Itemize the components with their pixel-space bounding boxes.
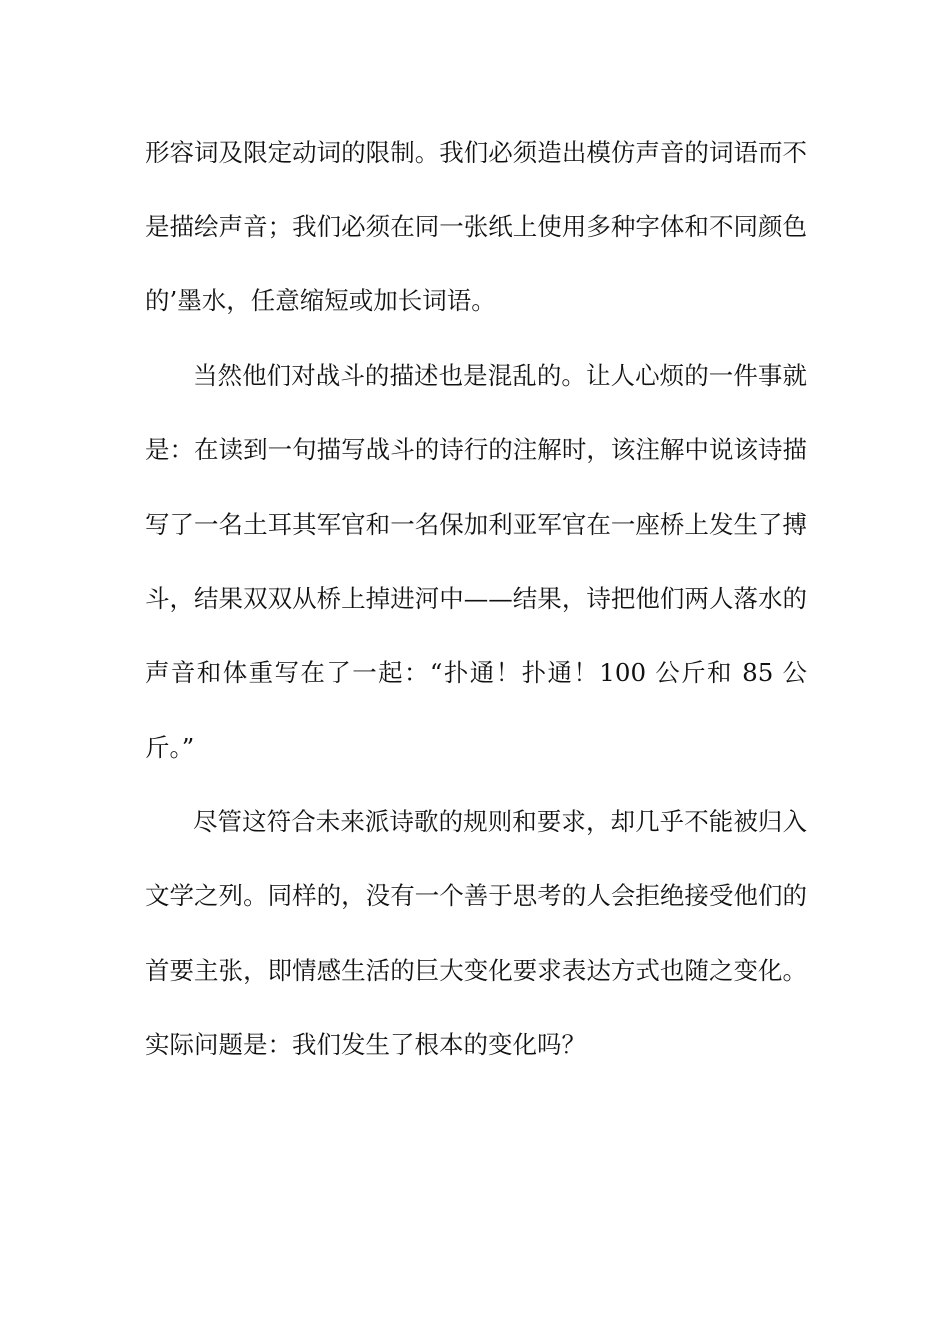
paragraph-1-line-3: 的’墨水，任意缩短或加长词语。 [145,286,496,315]
paragraph-3-line-2: 文学之列。同样的，没有一个善于思考的人会拒绝接受他们的 [145,881,807,910]
paragraph-3-line-1: 尽管这符合未来派诗歌的规则和要求，却几乎不能被归入 [193,807,807,836]
paragraph-1-line-2: 是描绘声音；我们必须在同一张纸上使用多种字体和不同颜色 [145,212,807,241]
paragraph-2-line-2: 是：在读到一句描写战斗的诗行的注解时，该注解中说该诗描 [145,435,807,464]
paragraph-3-line-4: 实际问题是：我们发生了根本的变化吗？ [145,1030,586,1059]
paragraph-2-line-1: 当然他们对战斗的描述也是混乱的。让人心烦的一件事就 [193,361,807,390]
paragraph-2-line-4: 斗，结果双双从桥上掉进河中——结果，诗把他们两人落水的 [145,584,807,613]
paragraph-1-line-1: 形容词及限定动词的限制。我们必须造出模仿声音的词语而不 [145,138,807,167]
paragraph-3-line-3: 首要主张，即情感生活的巨大变化要求表达方式也随之变化。 [145,956,807,985]
paragraph-2-line-3: 写了一名土耳其军官和一名保加利亚军官在一座桥上发生了搏 [145,510,807,539]
paragraph-2-line-5: 声音和体重写在了一起：“扑通！扑通！100 公斤和 85 公 [145,658,807,687]
paragraph-2-line-6: 斤。” [145,733,195,762]
